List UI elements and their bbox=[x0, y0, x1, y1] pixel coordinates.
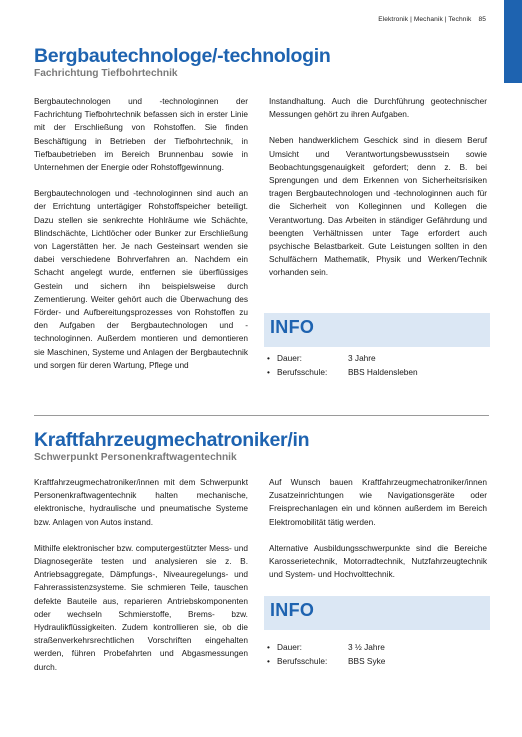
section2-subtitle: Schwerpunkt Personenkraftwagentechnik bbox=[34, 452, 237, 463]
section-divider bbox=[34, 415, 489, 416]
section2-right-column bbox=[269, 476, 487, 594]
info-item bbox=[267, 351, 418, 365]
paragraph: Instandhaltung. Auch die Durchführung geotechnischer Messungen gehört zu ihren Aufgaben. bbox=[269, 96, 487, 120]
section2-info-box bbox=[264, 596, 490, 630]
section1-right-column bbox=[269, 95, 487, 293]
paragraph: Alternative Ausbildungsschwerpunkte sind die Bereiche Karosserietechnik, Motorradtechnik, Nutzfahrzeugtechnik und System- und Hochvolttechnik. bbox=[269, 542, 487, 580]
section2-left-column bbox=[34, 476, 248, 687]
section1-subtitle: Fachrichtung Tiefbohrtechnik bbox=[34, 68, 178, 79]
paragraph: Kraftfahrzeugmechatroniker/innen mit dem Schwerpunkt Personenkraftwagentechnik halten mechanische, elektronische, hydraulische und pneumatische Systeme bzw. Anlagen von Autos instand. bbox=[34, 477, 248, 527]
running-header bbox=[378, 16, 486, 23]
section2-title: Kraftfahrzeugmechatroniker/in bbox=[34, 429, 310, 451]
section1-title: Bergbautechnologe/-technologin bbox=[34, 45, 331, 67]
info-item bbox=[267, 640, 385, 654]
info-value: 3 ½ Jahre bbox=[348, 642, 385, 652]
paragraph: Bergbautechnologen und -technologinnen sind auch an der Errichtung untertägiger Rohstoffspeicher beteiligt. Dazu stellen sie senkrechte Hohlräume wie Schächte, Blindschächte, Lichtlöcher oder Bunker zur Erschließung von Lagerstätten her. Je nach Gesteinsart wenden sie dabei verschiedene Bohrverfahren an. Nachdem ein Schacht angelegt wurde, entfernen sie überflüssiges Gestein und sichern ihn beispielsweise durch Zementierung. Weiter gehört auch die Überwachung des Förder- und Aufbereitungsprozesses von Rohstoffen zu den Aufgaben der Bergbautechnologen und -technologinnen. Außerdem montieren und demontieren sie Maschinen, Systeme und Anlagen der Bergbautechnik und sorgen für deren Wartung, Pflege und bbox=[34, 188, 248, 370]
info-heading: INFO bbox=[270, 317, 315, 337]
info-value: BBS Syke bbox=[348, 656, 386, 666]
paragraph: Mithilfe elektronischer bzw. computergestützter Mess- und Diagnosegeräte testen und analysieren sie z. B. Antriebsaggregate, Dämpfungs-, Niveauregelungs- und Fahrerassistenzsysteme. Sie schmieren Teile, tauschen defekte Bauteile aus, reparieren Antriebskomponenten oder wechseln Schmierstoffe, Brems- bzw. Hydraulikflüssigkeiten. Zudem kontrollieren sie, ob die straßenverkehrsrechtlichen Vorschriften eingehalten werden, führen Probefahrten und Abgasmessungen durch. bbox=[34, 542, 248, 672]
section1-info-list bbox=[267, 351, 418, 379]
bullet: • bbox=[267, 656, 270, 666]
bullet: • bbox=[267, 642, 270, 652]
paragraph: Neben handwerklichem Geschick sind in diesem Beruf Umsicht und Verantwortungsbewusstsein sowie Beobachtungsgenauigkeit gefordert; denn z. B. bei Sprengungen und dem Erkennen von Sicherheitsrisiken tragen Bergbautechnologen und -technologinnen auch für die Sicherheit von Kolleginnen und Kollegen die Verantwortung. Das Arbeiten in ständiger Gefährdung und beengten Verhältnissen unter Tage erfordert auch psychische Belastbarkeit. Gute Leistungen sollten in den Schulfächern Mathematik, Physik und Werken/Technik vorhanden sein. bbox=[269, 135, 487, 278]
section2-info-list bbox=[267, 640, 385, 668]
info-value: 3 Jahre bbox=[348, 353, 376, 363]
info-heading: INFO bbox=[270, 600, 315, 620]
section1-info-box bbox=[264, 313, 490, 347]
info-item bbox=[267, 654, 385, 668]
info-item bbox=[267, 365, 418, 379]
info-label: Dauer: bbox=[277, 353, 302, 363]
chapter-tab-marker bbox=[504, 0, 522, 83]
paragraph: Auf Wunsch bauen Kraftfahrzeugmechatroniker/innen Zusatzeinrichtungen wie Navigationsgeräte oder Freisprechanlagen ein und können außerdem im Bereich Elektromobilität tätig werden. bbox=[269, 477, 487, 527]
info-label: Berufsschule: bbox=[277, 367, 328, 377]
paragraph: Bergbautechnologen und -technologinnen der Fachrichtung Tiefbohrtechnik befassen sich in erster Linie mit der Erschließung von Rohstoffen. Sie finden Beschäftigung in Betrieben der Tiefbohrtechnik, in Tiefbaubetrieben im Bereich Brunnenbau sowie in Unternehmen der Energie oder Rohstoffgewinnung. bbox=[34, 96, 248, 173]
bullet: • bbox=[267, 367, 270, 377]
info-label: Berufsschule: bbox=[277, 656, 328, 666]
page-number: 85 bbox=[478, 16, 486, 23]
header-categories: Elektronik | Mechanik | Technik bbox=[378, 16, 472, 23]
bullet: • bbox=[267, 353, 270, 363]
info-label: Dauer: bbox=[277, 642, 302, 652]
section1-left-column bbox=[34, 95, 248, 385]
info-value: BBS Haldensleben bbox=[348, 367, 418, 377]
